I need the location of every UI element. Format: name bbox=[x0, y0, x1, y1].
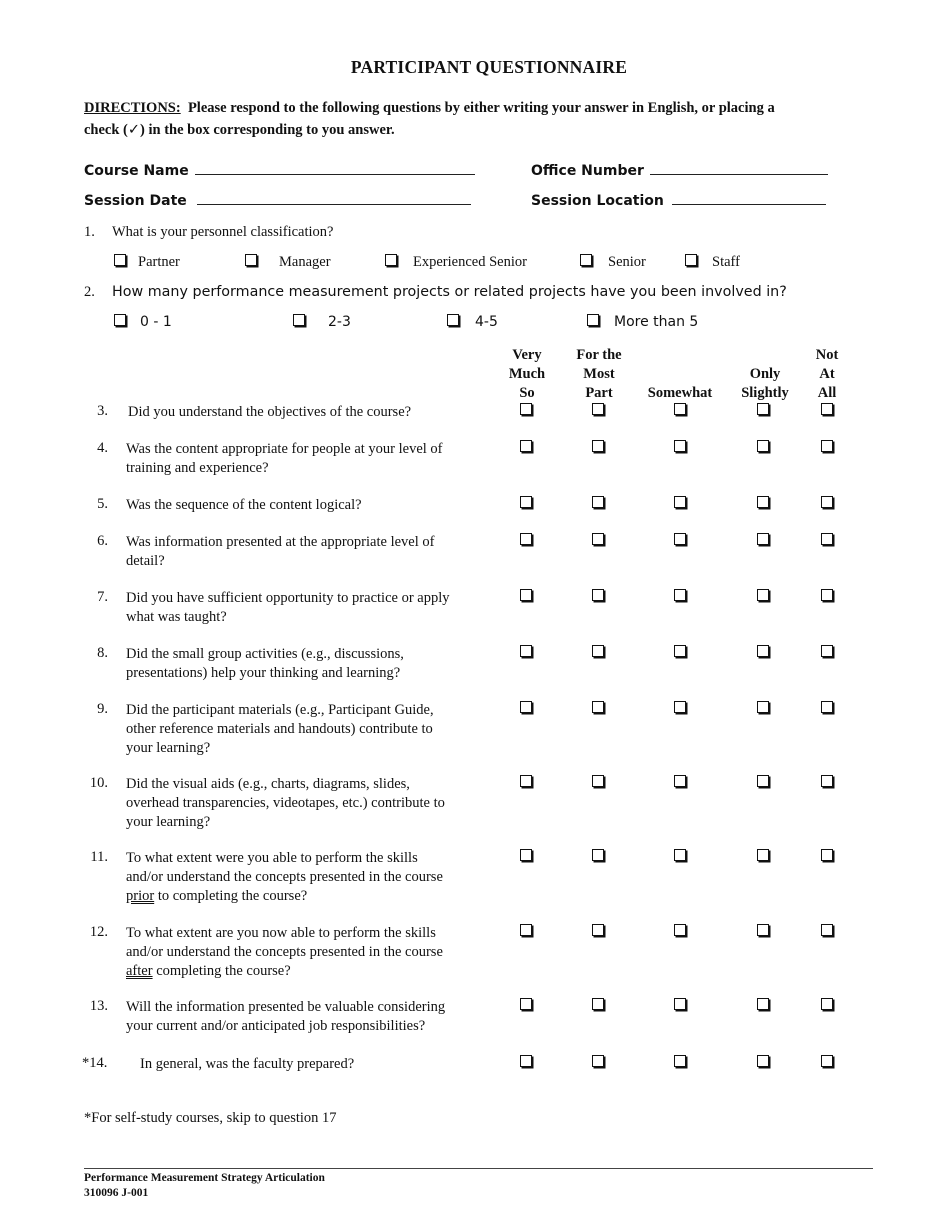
session-location-label: Session Location bbox=[531, 193, 664, 209]
scale-header-line: Most bbox=[583, 366, 615, 382]
q12-somewhat-checkbox[interactable] bbox=[674, 924, 686, 936]
q13-somewhat-checkbox[interactable] bbox=[674, 998, 686, 1010]
q4-only-slightly-checkbox[interactable] bbox=[757, 440, 769, 452]
question-line: detail? bbox=[126, 553, 165, 569]
question-10-number: 10. bbox=[89, 775, 108, 791]
q11-for-the-most-part-checkbox[interactable] bbox=[592, 849, 604, 861]
q13-very-much-so-checkbox[interactable] bbox=[520, 998, 532, 1010]
question-line: presentations) help your thinking and learning? bbox=[126, 665, 401, 681]
q2-more-than-5-checkbox[interactable] bbox=[587, 314, 599, 326]
question-11-text bbox=[126, 849, 486, 906]
question-13-number: 13. bbox=[89, 998, 108, 1014]
q14-somewhat-checkbox[interactable] bbox=[674, 1055, 686, 1067]
q2-2-3-label: 2-3 bbox=[328, 314, 351, 330]
question-line-rest: completing the course? bbox=[152, 963, 291, 979]
question-8-number: 8. bbox=[97, 645, 108, 661]
scale-header-line bbox=[640, 365, 720, 384]
footer-divider bbox=[84, 1168, 873, 1169]
q5-not-at-all-checkbox[interactable] bbox=[821, 496, 833, 508]
q5-only-slightly-checkbox[interactable] bbox=[757, 496, 769, 508]
q4-somewhat-checkbox[interactable] bbox=[674, 440, 686, 452]
question-line: your current and/or anticipated job responsibilities? bbox=[126, 1018, 426, 1034]
question-1-text: What is your personnel classification? bbox=[112, 224, 334, 240]
question-line: Was information presented at the appropriate level of bbox=[126, 534, 435, 550]
q14-only-slightly-checkbox[interactable] bbox=[757, 1055, 769, 1067]
directions-label: DIRECTIONS: bbox=[84, 100, 181, 116]
question-5-text bbox=[126, 496, 486, 515]
question-4-number: 4. bbox=[97, 440, 108, 456]
q2-0-1-label: 0 - 1 bbox=[140, 314, 172, 330]
office-number-field[interactable] bbox=[531, 160, 828, 179]
emphasized-word: prior bbox=[126, 888, 155, 904]
q10-very-much-so-checkbox[interactable] bbox=[520, 775, 532, 787]
q7-very-much-so-checkbox[interactable] bbox=[520, 589, 532, 601]
question-14-text bbox=[140, 1055, 500, 1074]
footer-title: Performance Measurement Strategy Articulation bbox=[84, 1172, 325, 1184]
question-14-number: *14. bbox=[82, 1055, 108, 1071]
scale-header-line: Somewhat bbox=[647, 385, 713, 401]
q7-only-slightly-checkbox[interactable] bbox=[757, 589, 769, 601]
q12-not-at-all-checkbox[interactable] bbox=[821, 924, 833, 936]
q2-4-5-label: 4-5 bbox=[475, 314, 498, 330]
q8-somewhat-checkbox[interactable] bbox=[674, 645, 686, 657]
q13-not-at-all-checkbox[interactable] bbox=[821, 998, 833, 1010]
directions-text-2a: check ( bbox=[84, 122, 128, 138]
question-6-number: 6. bbox=[97, 533, 108, 549]
question-line bbox=[126, 962, 486, 981]
scale-header-line: Much bbox=[508, 366, 546, 382]
q4-very-much-so-checkbox[interactable] bbox=[520, 440, 532, 452]
q10-only-slightly-checkbox[interactable] bbox=[757, 775, 769, 787]
question-line: Did you have sufficient opportunity to practice or apply bbox=[126, 590, 450, 606]
q1-experienced-senior-label: Experienced Senior bbox=[413, 254, 527, 270]
q1-staff-checkbox[interactable] bbox=[685, 254, 697, 266]
session-date-label: Session Date bbox=[84, 193, 187, 209]
q11-only-slightly-checkbox[interactable] bbox=[757, 849, 769, 861]
q8-not-at-all-checkbox[interactable] bbox=[821, 645, 833, 657]
q7-not-at-all-checkbox[interactable] bbox=[821, 589, 833, 601]
question-7-text bbox=[126, 589, 486, 627]
question-3-number: 3. bbox=[97, 403, 108, 419]
q8-for-the-most-part-checkbox[interactable] bbox=[592, 645, 604, 657]
question-line: Did the participant materials (e.g., Participant Guide, bbox=[126, 702, 434, 718]
question-4-text bbox=[126, 440, 486, 478]
footer-code: 310096 J-001 bbox=[84, 1187, 149, 1199]
scale-header-line: For the bbox=[576, 347, 622, 363]
office-number-line[interactable] bbox=[650, 160, 828, 175]
q9-for-the-most-part-checkbox[interactable] bbox=[592, 701, 604, 713]
scale-header-very-much-so bbox=[497, 346, 557, 403]
q1-experienced-senior-checkbox[interactable] bbox=[385, 254, 397, 266]
question-13-text bbox=[126, 998, 486, 1036]
question-line: Was the content appropriate for people at your level of bbox=[126, 441, 443, 457]
scale-header-line: Very bbox=[512, 347, 542, 363]
question-5-number: 5. bbox=[97, 496, 108, 512]
q11-very-much-so-checkbox[interactable] bbox=[520, 849, 532, 861]
office-number-label: Office Number bbox=[531, 163, 644, 179]
question-8-text bbox=[126, 645, 486, 683]
question-1-number: 1. bbox=[84, 224, 95, 240]
q9-not-at-all-checkbox[interactable] bbox=[821, 701, 833, 713]
q2-0-1-checkbox[interactable] bbox=[114, 314, 126, 326]
question-2-text: How many performance measurement projects or related projects have you been involved in? bbox=[112, 284, 787, 300]
question-line: what was taught? bbox=[126, 609, 227, 625]
q9-somewhat-checkbox[interactable] bbox=[674, 701, 686, 713]
q3-somewhat-checkbox[interactable] bbox=[674, 403, 686, 415]
q9-very-much-so-checkbox[interactable] bbox=[520, 701, 532, 713]
question-9-text bbox=[126, 701, 486, 758]
q7-somewhat-checkbox[interactable] bbox=[674, 589, 686, 601]
q5-somewhat-checkbox[interactable] bbox=[674, 496, 686, 508]
question-line: overhead transparencies, videotapes, etc.) contribute to bbox=[126, 795, 445, 811]
self-study-footnote: *For self-study courses, skip to question 17 bbox=[84, 1110, 337, 1126]
q5-very-much-so-checkbox[interactable] bbox=[520, 496, 532, 508]
question-1 bbox=[84, 224, 95, 241]
question-line: and/or understand the concepts presented in the course bbox=[126, 944, 443, 960]
question-line-rest: to completing the course? bbox=[154, 888, 308, 904]
scale-header-line: At bbox=[819, 366, 835, 382]
question-line: and/or understand the concepts presented in the course bbox=[126, 869, 443, 885]
q6-very-much-so-checkbox[interactable] bbox=[520, 533, 532, 545]
question-line: other reference materials and handouts) contribute to bbox=[126, 721, 433, 737]
q13-only-slightly-checkbox[interactable] bbox=[757, 998, 769, 1010]
q3-very-much-so-checkbox[interactable] bbox=[520, 403, 532, 415]
scale-header-line: Part bbox=[585, 385, 613, 401]
session-date-line[interactable] bbox=[197, 190, 471, 205]
question-6-text bbox=[126, 533, 486, 571]
q11-somewhat-checkbox[interactable] bbox=[674, 849, 686, 861]
q14-not-at-all-checkbox[interactable] bbox=[821, 1055, 833, 1067]
question-line: Did the visual aids (e.g., charts, diagrams, slides, bbox=[126, 776, 410, 792]
question-9-number: 9. bbox=[97, 701, 108, 717]
q12-very-much-so-checkbox[interactable] bbox=[520, 924, 532, 936]
q3-only-slightly-checkbox[interactable] bbox=[757, 403, 769, 415]
q2-2-3-checkbox[interactable] bbox=[293, 314, 305, 326]
check-mark-icon: ✓ bbox=[127, 122, 141, 138]
scale-header-for-the-most-part bbox=[564, 346, 634, 403]
question-line: In general, was the faculty prepared? bbox=[140, 1056, 355, 1072]
scale-header-line bbox=[730, 346, 800, 365]
directions-line-1 bbox=[84, 100, 775, 117]
question-line: Did the small group activities (e.g., discussions, bbox=[126, 646, 404, 662]
q10-not-at-all-checkbox[interactable] bbox=[821, 775, 833, 787]
q14-very-much-so-checkbox[interactable] bbox=[520, 1055, 532, 1067]
scale-header-line: So bbox=[519, 385, 535, 401]
q1-manager-label: Manager bbox=[279, 254, 331, 270]
directions-line-2 bbox=[84, 122, 395, 139]
question-7-number: 7. bbox=[97, 589, 108, 605]
q3-not-at-all-checkbox[interactable] bbox=[821, 403, 833, 415]
question-line bbox=[126, 887, 486, 906]
scale-header-line: Not bbox=[815, 347, 839, 363]
question-12-text bbox=[126, 924, 486, 981]
q6-for-the-most-part-checkbox[interactable] bbox=[592, 533, 604, 545]
session-location-field[interactable] bbox=[531, 190, 826, 209]
q1-partner-label: Partner bbox=[138, 254, 180, 270]
question-line: To what extent are you now able to perform the skills bbox=[126, 925, 436, 941]
q1-senior-label: Senior bbox=[608, 254, 646, 270]
scale-header-line: Only bbox=[749, 366, 781, 382]
q4-for-the-most-part-checkbox[interactable] bbox=[592, 440, 604, 452]
scale-header-not-at-all bbox=[802, 346, 852, 403]
course-name-label: Course Name bbox=[84, 163, 189, 179]
page-title: PARTICIPANT QUESTIONNAIRE bbox=[350, 57, 628, 77]
q1-staff-label: Staff bbox=[712, 254, 740, 270]
q3-for-the-most-part-checkbox[interactable] bbox=[592, 403, 604, 415]
scale-header-somewhat bbox=[640, 346, 720, 403]
q1-senior-checkbox[interactable] bbox=[580, 254, 592, 266]
q2-more-than-5-label: More than 5 bbox=[614, 314, 699, 330]
session-location-line[interactable] bbox=[672, 190, 826, 205]
question-line: your learning? bbox=[126, 814, 211, 830]
q12-only-slightly-checkbox[interactable] bbox=[757, 924, 769, 936]
question-10-text bbox=[126, 775, 486, 832]
q7-for-the-most-part-checkbox[interactable] bbox=[592, 589, 604, 601]
q9-only-slightly-checkbox[interactable] bbox=[757, 701, 769, 713]
q12-for-the-most-part-checkbox[interactable] bbox=[592, 924, 604, 936]
q8-very-much-so-checkbox[interactable] bbox=[520, 645, 532, 657]
question-line: Will the information presented be valuable considering bbox=[126, 999, 446, 1015]
scale-header-line: All bbox=[817, 385, 837, 401]
question-line: your learning? bbox=[126, 740, 211, 756]
q6-only-slightly-checkbox[interactable] bbox=[757, 533, 769, 545]
q5-for-the-most-part-checkbox[interactable] bbox=[592, 496, 604, 508]
q10-somewhat-checkbox[interactable] bbox=[674, 775, 686, 787]
course-name-field[interactable] bbox=[84, 160, 475, 179]
scale-header-only-slightly bbox=[730, 346, 800, 403]
directions-text-1: Please respond to the following questions by either writing your answer in English, or placing a bbox=[187, 100, 775, 116]
question-12-number: 12. bbox=[89, 924, 108, 940]
question-3-text bbox=[128, 403, 488, 422]
q6-not-at-all-checkbox[interactable] bbox=[821, 533, 833, 545]
q1-partner-checkbox[interactable] bbox=[114, 254, 126, 266]
scale-header-line: Slightly bbox=[741, 385, 789, 401]
q14-for-the-most-part-checkbox[interactable] bbox=[592, 1055, 604, 1067]
question-line: training and experience? bbox=[126, 460, 269, 476]
q11-not-at-all-checkbox[interactable] bbox=[821, 849, 833, 861]
question-2-number: 2. bbox=[84, 284, 95, 300]
q4-not-at-all-checkbox[interactable] bbox=[821, 440, 833, 452]
question-line: To what extent were you able to perform the skills bbox=[126, 850, 418, 866]
session-date-field[interactable] bbox=[84, 190, 471, 209]
question-line: Did you understand the objectives of the course? bbox=[128, 404, 412, 420]
course-name-line[interactable] bbox=[195, 160, 475, 175]
q10-for-the-most-part-checkbox[interactable] bbox=[592, 775, 604, 787]
q2-4-5-checkbox[interactable] bbox=[447, 314, 459, 326]
directions-text-2b: ) in the box corresponding to you answer. bbox=[140, 122, 395, 138]
q6-somewhat-checkbox[interactable] bbox=[674, 533, 686, 545]
scale-header-line bbox=[640, 346, 720, 365]
q13-for-the-most-part-checkbox[interactable] bbox=[592, 998, 604, 1010]
q1-manager-checkbox[interactable] bbox=[245, 254, 257, 266]
question-11-number: 11. bbox=[90, 849, 108, 865]
emphasized-word: after bbox=[126, 963, 153, 979]
q8-only-slightly-checkbox[interactable] bbox=[757, 645, 769, 657]
question-line: Was the sequence of the content logical? bbox=[126, 497, 362, 513]
